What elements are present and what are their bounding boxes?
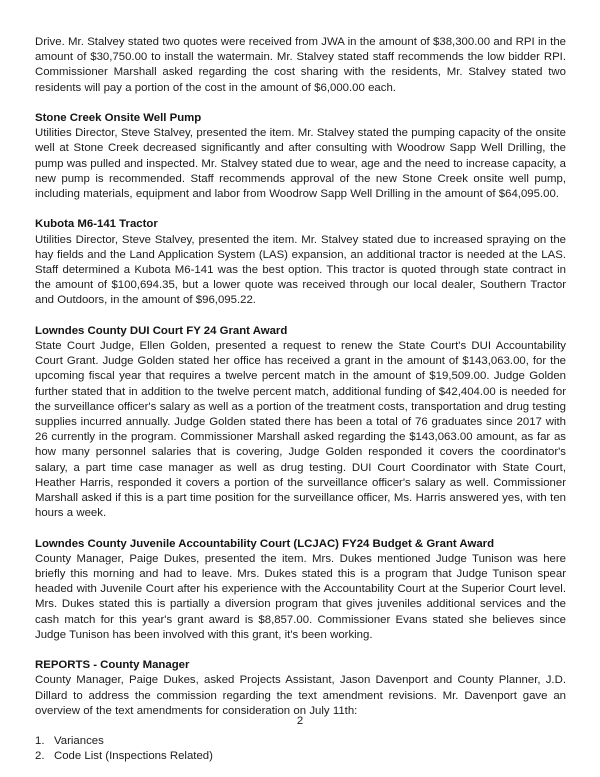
paragraph-text: State Court Judge, Ellen Golden, presented a request to renew the State Court's DUI Accountability Court Grant. Judge Golden stated her office has received a grant in the amount of $143,063.00, for the upcoming fiscal year that requires a twelve percent match in the amount of $19,509.00. Judge Golden further stated that in addition to the twelve percent match, additional funding of $42,404.00 is needed for the surveillance officer's salary as well as a portion of the treatment costs, transportation and drug testing supplies incurred annually. Judge Golden stated there has been a total of 76 graduates since 2017 with 26 currently in the program. Commissioner Marshall asked regarding the $143,063.00 amount, as far as how many personnel salaries that is covering, Judge Golden responded it covers the coordinator's salary, a part time case manager as well as drug testing. DUI Court Coordinator with State Court, Heather Harris, responded it covers a portion of the surveillance officer's salary as well. Commissioner Marshall asked if this is a part time position for the surveillance officer, Ms. Harris answered yes, with ten hours a week. (35, 340, 566, 520)
paragraph-text: Drive. Mr. Stalvey stated two quotes were received from JWA in the amount of $38,300.00 and RPI in the amount of $30,750.00 to install the watermain. Mr. Stalvey stated staff recommends the low bidder RPI. Commissioner Marshall asked regarding the cost sharing with the residents, Mr. Stalvey stated two residents will pay a portion of the cost in the amount of $6,000.00 each. (35, 36, 566, 94)
section-lowndes-county-juvenile-accountability-court (35, 537, 566, 643)
paragraph-block-continued (35, 35, 566, 96)
section-heading: Stone Creek Onsite Well Pump (35, 112, 202, 124)
section-reports-county-manager (35, 658, 566, 719)
document-body (35, 35, 566, 765)
list-item (35, 734, 566, 749)
paragraph-text: Utilities Director, Steve Stalvey, presented the item. Mr. Stalvey stated due to increased spraying on the hay fields and the Land Application System (LAS) expansion, an additional tractor is needed at the LAS. Staff determined a Kubota M6-141 was the best option. This tractor is quoted through state contract in the amount of $100,694.35, but a lower quote was received through our local dealer, Southern Tractor and Outdoors, in the amount of $96,095.22. (35, 233, 566, 307)
list-item-label: Variances (54, 735, 104, 748)
paragraph-text: County Manager, Paige Dukes, presented the item. Mrs. Dukes mentioned Judge Tunison was here briefly this morning and had to leave. Mrs. Dukes stated this is a program that Judge Tunison spear headed with Juvenile Court after his experience with the Accountability Court at the Superior Court level. Mrs. Dukes stated this is partially a diversion program that gives juveniles additional services and the cash match for this year's grant award is $8,857.00. Commissioner Evans stated she believes since Judge Tunison has been involved with this grant, it's been working. (35, 552, 566, 641)
list-item (35, 749, 566, 764)
paragraph-text: County Manager, Paige Dukes, asked Projects Assistant, Jason Davenport and County Planner, J.D. Dillard to address the commission regarding the text amendment revisions. Mr. Davenport gave an overview of the text amendments for consideration on July 11th: (35, 674, 566, 717)
section-heading: REPORTS - County Manager (35, 659, 190, 672)
section-stone-creek-onsite-well-pump (35, 111, 566, 202)
paragraph-text: Utilities Director, Steve Stalvey, presented the item. Mr. Stalvey stated the pumping capacity of the onsite well at Stone Creek decreased significantly and after consulting with Woodrow Sapp Well Drilling, the pump was pulled and inspected. Mr. Stalvey stated due to wear, age and the need to increase capacity, a new pump is recommended. Staff recommends approval of the new Stone Creek onsite well pump, including materials, equipment and labor from Woodrow Sapp Well Drilling in the amount of $64,095.00. (35, 127, 566, 201)
page-number: 2 (296, 715, 304, 727)
list-item-number: 1. (35, 735, 45, 748)
list-item-number: 2. (35, 750, 45, 763)
text-amendment-list (35, 734, 566, 764)
section-heading: Lowndes County Juvenile Accountability Court (LCJAC) FY24 Budget & Grant Award (35, 537, 495, 550)
section-kubota-m6-141-tractor (35, 217, 566, 308)
section-lowndes-county-dui-court-grant-award (35, 324, 566, 522)
list-item-label: Code List (Inspections Related) (54, 750, 213, 763)
section-heading: Kubota M6-141 Tractor (35, 218, 158, 231)
section-heading: Lowndes County DUI Court FY 24 Grant Award (35, 324, 288, 337)
